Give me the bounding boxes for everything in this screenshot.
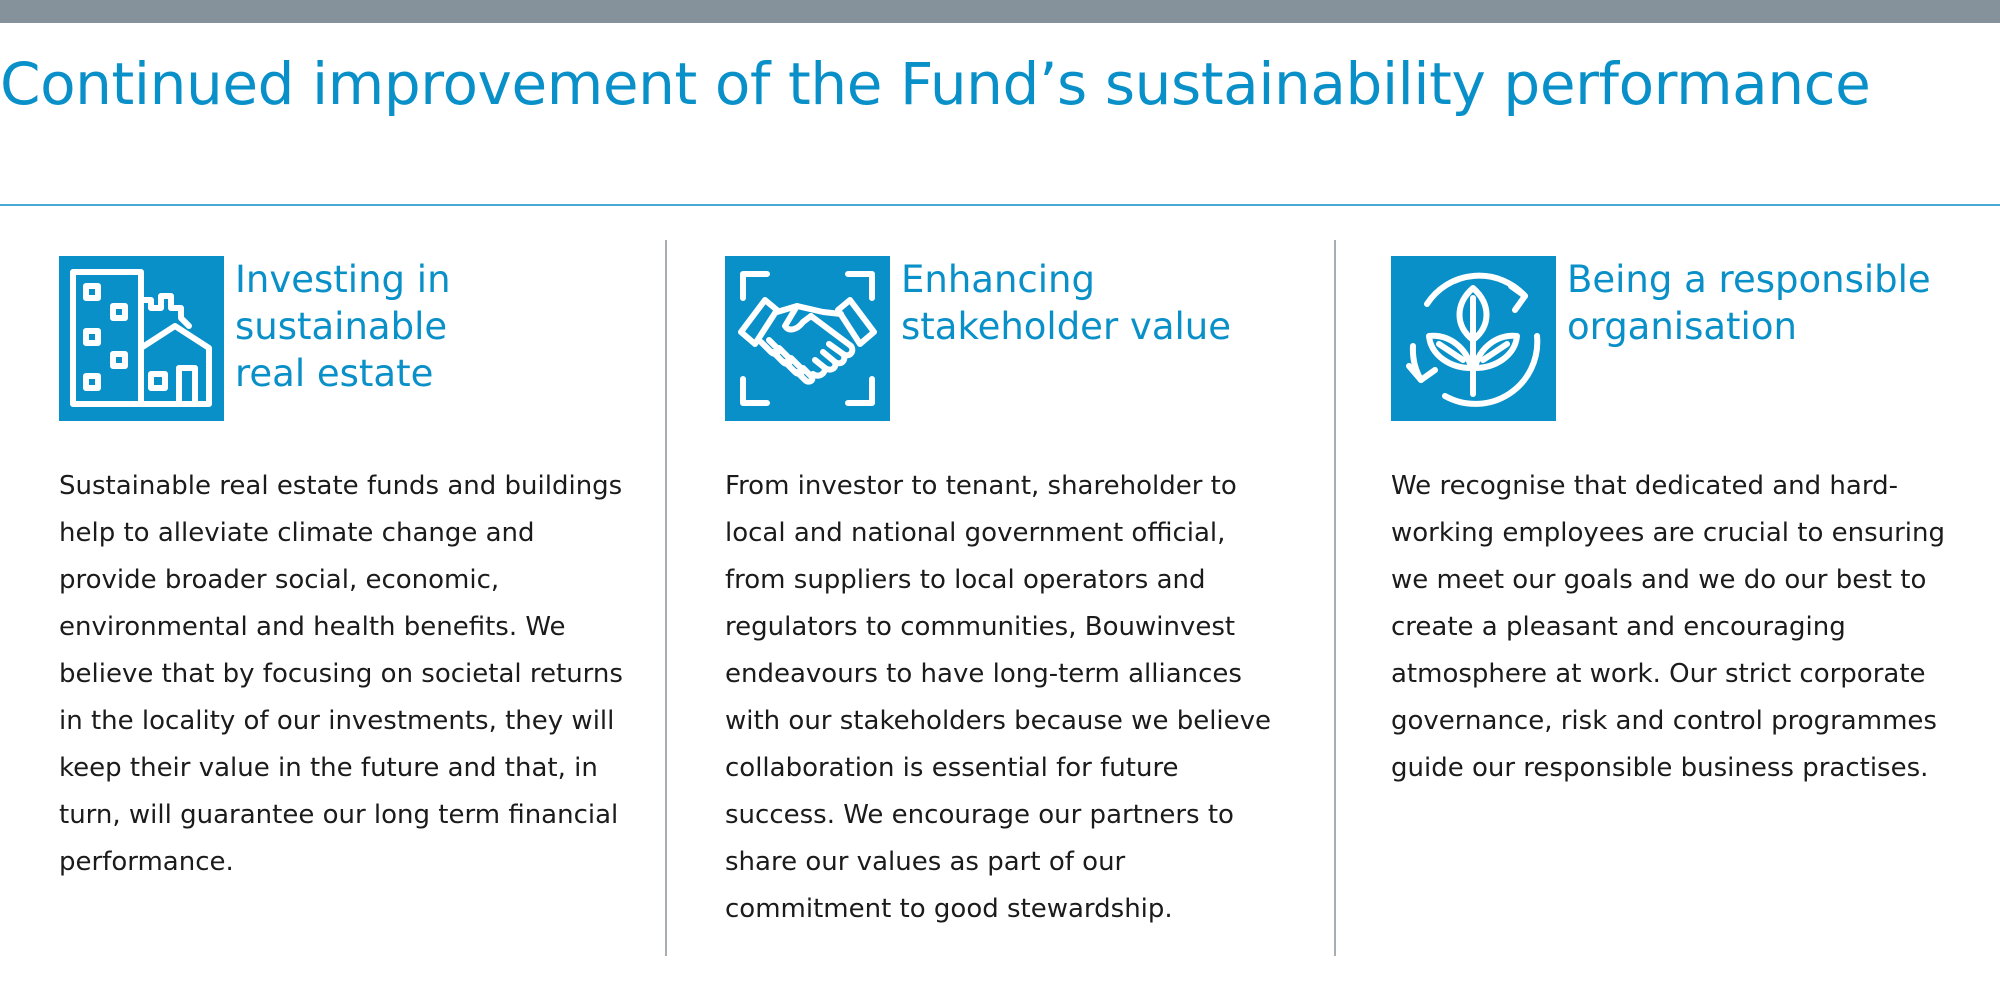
page-title: Continued improvement of the Fund’s sustainability performance [0,50,1871,118]
handshake-icon [725,256,890,421]
column-heading: Enhancing stakeholder value [901,258,1231,348]
column-divider [1334,240,1336,956]
column-body: We recognise that dedicated and hard- working employees are crucial to ensuring we meet our goals and we do our best to create a pleasant and encouraging atmosphere at work. Our strict corporate governance, risk and control programmes guide our responsible business practises. [1391,471,1946,783]
plant-cycle-icon [1391,256,1556,421]
column-heading: Investing in sustainable real estate [235,258,451,395]
column-body: Sustainable real estate funds and buildings help to alleviate climate change and provide broader social, economic, environmental and health benefits. We believe that by focusing on societal returns in the locality of our investments, they will keep their value in the future and that, in turn, will guarantee our long term financial performance. [59,471,623,877]
column-heading: Being a responsible organisation [1567,258,1931,348]
column-body: From investor to tenant, shareholder to local and national government official, from suppliers to local operators and regulators to communities, Bouwinvest endeavours to have long-term alliances with our stakeholders because we believe collaboration is essential for future success. We encourage our partners to share our values as part of our commitment to good stewardship. [725,471,1272,924]
title-rule [0,204,2000,206]
column-divider [665,240,667,956]
buildings-icon [59,256,224,421]
top-bar [0,0,2000,23]
